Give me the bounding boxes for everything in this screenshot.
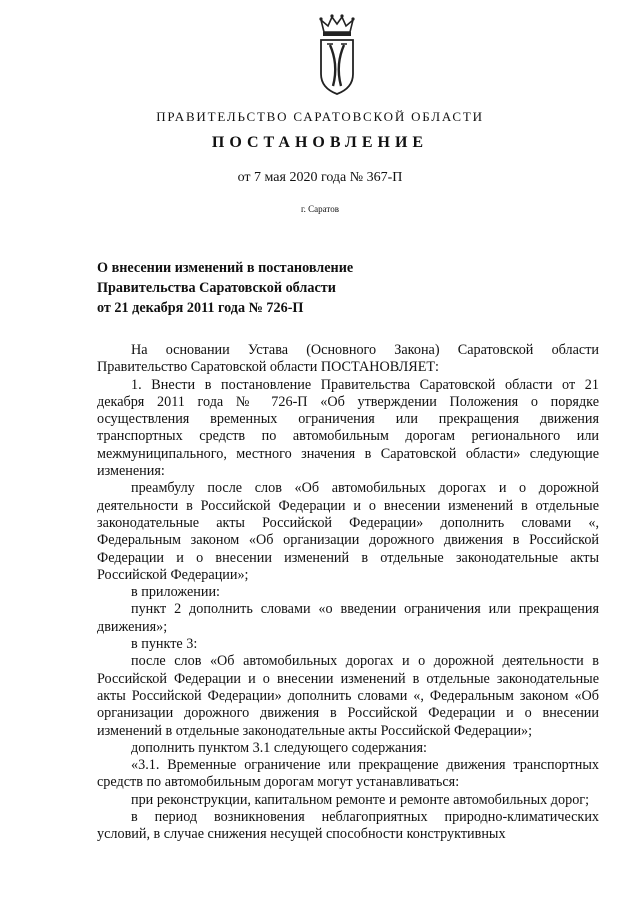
paragraph: при реконструкции, капитальном ремонте и ремонте автомобильных дорог; — [131, 791, 590, 808]
paragraph: дополнить пунктом 3.1 следующего содержания: — [131, 739, 427, 756]
government-name: ПРАВИТЕЛЬСТВО САРАТОВСКОЙ ОБЛАСТИ — [156, 109, 484, 124]
paragraph: На основании Устава (Основного Закона) Саратовской области Правительство Саратовской области ПОСТАНОВЛЯЕТ: — [97, 342, 599, 376]
paragraph: 1. Внести в постановление Правительства Саратовской области от 21 декабря 2011 года № 726-П «Об утверждении Положения о порядке осуществления временных ограничения или прекращения движения транспортных средств по автомобильным дорогам регионального или межмуниципального, местного значения в Саратовской области» следующие изменения: — [97, 376, 599, 480]
document-type: ПОСТАНОВЛЕНИЕ — [211, 134, 429, 151]
date-and-number: от 7 мая 2020 года № 367-П — [237, 170, 403, 185]
paragraph: пункт 2 дополнить словами «о введении ограничения или прекращения движения»; — [97, 601, 599, 635]
subject-line: от 21 декабря 2011 года № 726-П — [97, 300, 304, 316]
subject-line: О внесении изменений в постановление — [97, 260, 354, 276]
paragraph: в приложении: — [131, 584, 220, 601]
paragraph: в пункте 3: — [131, 636, 198, 653]
subject-line: Правительства Саратовской области — [97, 280, 336, 296]
city: г. Саратов — [301, 204, 339, 214]
document-subject — [97, 258, 477, 318]
paragraph: преамбулу после слов «Об автомобильных дорогах и о дорожной деятельности в Российской Федерации и о внесении изменений в отдельные законодательные акты Российской Федерации» дополнить словами «, Федеральным законом «Об организации дорожного движения в Российской Федерации и о внесении изменений в отдельные законодательные акты Российской Федерации»; — [97, 480, 599, 583]
paragraph: «3.1. Временные ограничение или прекращение движения транспортных средств по автомобильным дорогам могут устанавливаться: — [97, 757, 599, 791]
document-body — [97, 342, 599, 844]
coat-of-arms-icon — [315, 12, 359, 96]
paragraph: в период возникновения неблагоприятных природно-климатических условий, в случае снижения несущей способности конструктивных — [97, 809, 599, 843]
paragraph: после слов «Об автомобильных дорогах и о дорожной деятельности в Российской Федерации и о внесении изменений в отдельные законодательные акты Российской Федерации» дополнить словами «, Федеральным законом «Об организации дорожного движения в Российской Федерации и о внесении изменений в отдельные законодательные акты Российской Федерации»; — [97, 653, 599, 739]
